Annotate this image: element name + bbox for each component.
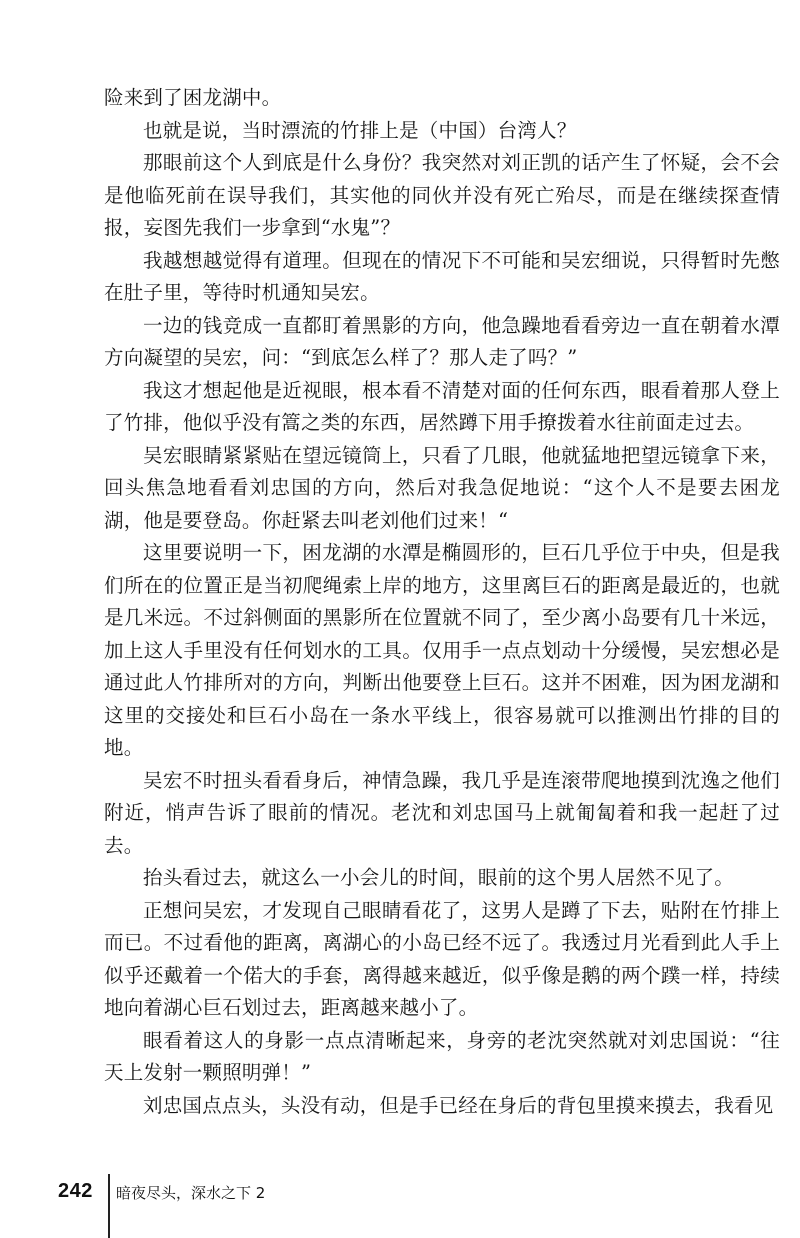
paragraph: 抬头看过去，就这么一小会儿的时间，眼前的这个男人居然不见了。 (143, 866, 735, 889)
paragraph: 险来到了困龙湖中。 (104, 86, 282, 109)
paragraph: 我越想越觉得有道理。但现在的情况下不可能和吴宏细说，只得暂时先憋在肚子里，等待时机通知吴宏。 (104, 248, 780, 304)
paragraph: 我这才想起他是近视眼，根本看不清楚对面的任何东西，眼看着那人登上了竹排，他似乎没有篙之类的东西，居然蹲下用手撩拨着水往前面走过去。 (104, 378, 780, 434)
paragraph: 也就是说，当时漂流的竹排上是（中国）台湾人？ (143, 118, 577, 142)
page-footer (58, 1174, 358, 1238)
page-number: 242 (58, 1180, 93, 1202)
paragraph: 吴宏眼睛紧紧贴在望远镜筒上，只看了几眼，他就猛地把望远镜拿下来，回头焦急地看看刘忠国的方向，然后对我急促地说：“这个人不是要去困龙湖，他是要登岛。你赶紧去叫老刘他们过来！“ (104, 443, 780, 532)
book-title: 暗夜尽头，深水之下 2 (116, 1184, 266, 1202)
paragraph: 这里要说明一下，困龙湖的水潭是椭圆形的，巨石几乎位于中央，但是我们所在的位置正是当初爬绳索上岸的地方，这里离巨石的距离是最近的，也就是几米远。不过斜侧面的黑影所在位置就不同了，至少离小岛要有几十米远，加上这人手里没有任何划水的工具。仅用手一点点划动十分缓慢，吴宏想必是通过此人竹排所对的方向，判断出他要登上巨石。这并不困难，因为困龙湖和这里的交接处和巨石小岛在一条水平线上，很容易就可以推测出竹排的目的地。 (104, 541, 780, 759)
paragraph: 正想问吴宏，才发现自己眼睛看花了，这男人是蹲了下去，贴附在竹排上而已。不过看他的距离，离湖心的小岛已经不远了。我透过月光看到此人手上似乎还戴着一个偌大的手套，离得越来越近，似乎像是鹅的两个蹼一样，持续地向着湖心巨石划过去，距离越来越小了。 (104, 898, 780, 1019)
page-body (104, 82, 780, 1122)
paragraph: 吴宏不时扭头看看身后，神情急躁，我几乎是连滚带爬地摸到沈逸之他们附近，悄声告诉了眼前的情况。老沈和刘忠国马上就匍匐着和我一起赶了过去。 (104, 768, 780, 857)
paragraph: 刘忠国点点头，头没有动，但是手已经在身后的背包里摸来摸去，我看见 (143, 1093, 774, 1117)
paragraph: 那眼前这个人到底是什么身份？我突然对刘正凯的话产生了怀疑，会不会是他临死前在误导我们，其实他的同伙并没有死亡殆尽，而是在继续探查情报，妄图先我们一步拿到“水鬼”？ (104, 151, 780, 239)
paragraph: 眼看着这人的身影一点点清晰起来，身旁的老沈突然就对刘忠国说：“往天上发射一颗照明弹！” (104, 1028, 780, 1084)
paragraph: 一边的钱竞成一直都盯着黑影的方向，他急躁地看看旁边一直在朝着水潭方向凝望的吴宏，问：“到底怎么样了？那人走了吗？” (104, 313, 780, 369)
footer-divider (108, 1174, 110, 1238)
